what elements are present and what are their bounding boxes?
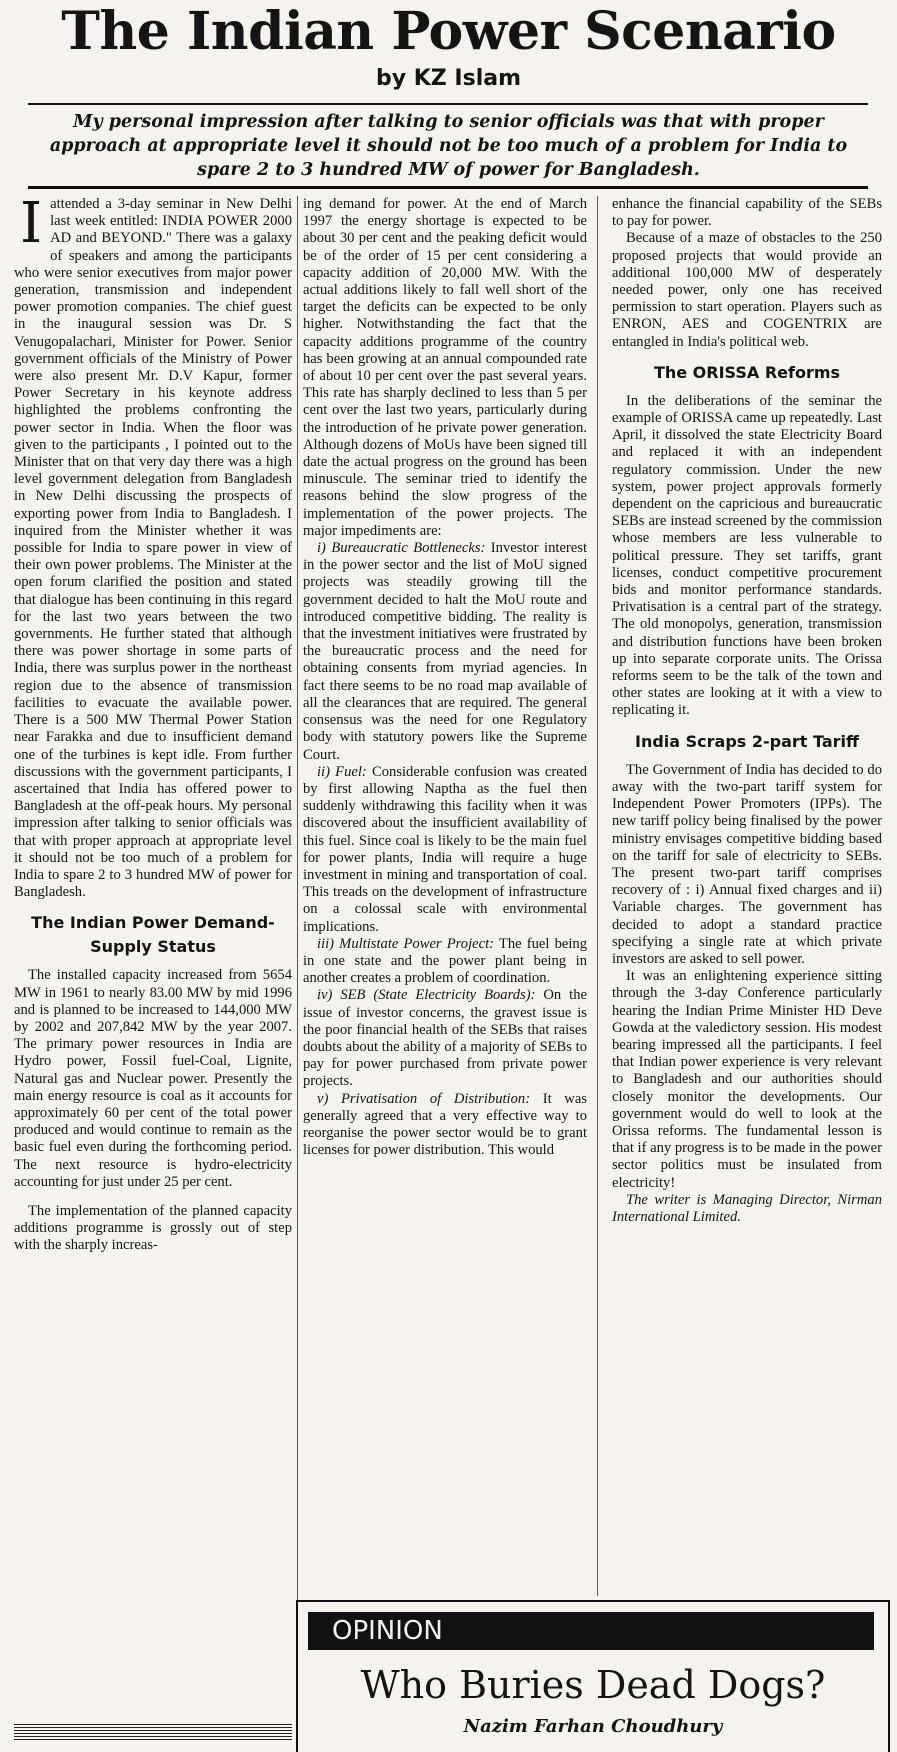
impediment-ii (303, 764, 587, 936)
conclusion-paragraph: It was an enlightening experience sitting through the 3-day Conference particularly hearing the Indian Prime Minister HD Deve Gowda at the valedictory session. His modest bearing impressed all the participants. I feel that Indian power experience is very relevant to Bangladesh and our authorities should closely monitor the developments. Our government would do well to look at the Orissa reforms. The fundamental lesson is that if any progress is to be made in the power sector politics must be insulated from electricity! (612, 968, 882, 1191)
continued-paragraph: ing demand for power. At the end of March 1997 the energy shortage is expected to be about 30 per cent and the peaking deficit would be of the order of 15 per cent considering a capacity addition of 20,000 MW. With the actual additions likely to fall well short of the target the deficits can be expected to be only higher. Notwithstanding the fact that the capacity additions programme of the country has been growing at an annual compounded rate of about 10 per cent over the past several years. This rate has sharply declined to less than 5 per cent over the last two years, particularly during the introduction of he private power generation. Although dozens of MoUs have been signed till date the actual progress on the ground has been minuscule. The seminar tried to identify the reasons behind the slow progress of the implementation of the power projects. The major impediments are: (303, 196, 587, 539)
tariff-paragraph: The Government of India has decided to do away with the two-part tariff system for Independent Power Promoters (IPPs). The new tariff policy being finalised by the power ministry envisages competitive bidding based on the tariff for sale of electricity to SEBs. The present two-part tariff comprises recovery of : i) Annual fixed charges and ii) Variable charges. The government has decided to adopt a standard practice specifying a single rate at which private investors are asked to sell power. (612, 761, 882, 967)
impediment-ii-label: ii) Fuel: (317, 763, 367, 780)
impediment-v-label: v) Privatisation of Distribution: (317, 1090, 531, 1107)
impediment-iii-label: iii) Multistate Power Project: (317, 935, 495, 952)
author-note: The writer is Managing Director, Nirman International Limited. (612, 1191, 882, 1225)
article-deck: My personal impression after talking to senior officials was that with proper approach at appropriate level it should not be too much of a problem for India to spare 2 to 3 hundred MW of power for Bangladesh. (49, 112, 848, 180)
impediment-v-text: It was generally agreed that a very effective way to reorganise the power sector would be to grant licenses for power distribution. This would (303, 1090, 587, 1159)
subhead-orissa-reforms: The ORISSA Reforms (653, 362, 841, 382)
paragraph-gap (14, 1191, 292, 1203)
implementation-paragraph: The implementation of the planned capacity additions programme is grossly out of step with the sharply increas- (14, 1202, 292, 1254)
column-divider-1 (297, 196, 298, 1736)
subhead-demand-supply: The Indian Power Demand-Supply Status (31, 913, 275, 957)
impediment-i-label: i) Bureaucratic Bottlenecks: (317, 540, 486, 557)
impediment-iv-label: iv) SEB (State Electricity Boards): (317, 987, 536, 1004)
article-column-1 (14, 191, 292, 1255)
col3-continued-paragraph: enhance the financial capability of the SEBs to pay for power. (612, 196, 882, 230)
intro-paragraph (14, 191, 292, 901)
impediment-iv-text: On the issue of investor concerns, the gravest issue is the poor financial health of the SEBs that raises doubts about the ability of a majority of SEBs to pay for power purchased from private power projects. (303, 987, 587, 1090)
orissa-paragraph: In the deliberations of the seminar the example of ORISSA came up repeatedly. Last April, it dissolved the state Electricity Board and replaced it with an independent regulatory commission. Under the new system, power project approvals formerly dependent on the capricious and bureaucratic SEBs are instead screened by the commission whose members are less vulnerable to political pressure. They set tariffs, grant licenses, conduct competitive procurement bids and monitor performance standards. Privatisation is a central part of the strategy. The old monopolys, generation, transmission and distribution functions have been broken up into separate corporate units. The Orissa reforms seem to be the talk of the town and other states are looking at it with a view to replicating it. (612, 392, 882, 719)
drop-cap: I (20, 191, 43, 256)
demand-supply-paragraph: The installed capacity increased from 5654 MW in 1961 to nearly 83.00 MW by mid 1996 and is planned to be increased to 144,000 MW by 2002 and 207,842 MW by the year 2007. The primary power resources in India are Hydro power, Fossil fuel-Coal, Lignite, Natural gas and Nuclear power. Presently the main energy resource is coal as it accounts for approximately 60 per cent of the total power produced and would continue to remain as the basic fuel even during the forthcoming period. The next resource is hydro-electricity accounting for just under 25 per cent. (14, 967, 292, 1190)
obstacles-paragraph: Because of a maze of obstacles to the 250 proposed projects that would provide an additional 100,000 MW of desperately needed power, only one has received permission to start operation. Players such as ENRON, AES and COGENTRIX are entangled in India's political web. (612, 230, 882, 350)
bottom-hatch-rule (14, 1722, 292, 1740)
article-column-3 (612, 196, 882, 1226)
impediment-v (303, 1091, 587, 1160)
subhead-tariff: India Scraps 2-part Tariff (634, 731, 859, 751)
opinion-label: OPINION (308, 1612, 874, 1650)
impediment-i (303, 540, 587, 764)
opinion-title: Who Buries Dead Dogs? (360, 1663, 826, 1707)
opinion-teaser-box (296, 1600, 890, 1752)
deck-bottom-rule (28, 186, 868, 189)
impediment-iii-text: The fuel being in one state and the power plant being in another creates a problem of coordination. (303, 935, 588, 987)
article-byline: by KZ Islam (376, 66, 521, 91)
impediment-iv (303, 987, 587, 1090)
impediment-iii (303, 936, 587, 988)
opinion-author: Nazim Farhan Choudhury (463, 1716, 723, 1737)
article-column-2 (303, 196, 587, 1159)
intro-text: attended a 3-day seminar in New Delhi last week entitled: INDIA POWER 2000 AD and BEYOND." There was a galaxy of speakers and among the participants who were senior executives from major power generation, transmission and independent power promotion companies. The chief guest in the inaugural session was Dr. S Venugopalachari, Minister for Power. Senior government officials of the Ministry of Power were also present Mr. D.V Kapur, former Power Secretary in his keynote address highlighted the problems confronting the power sector in India. When the floor was given to the participants , I pointed out to the Minister that on that very day there was a high level government delegation from Bangladesh in New Delhi discussing the prospects of exporting power from India to Bangladesh. I inquired from the Minister whether it was possible for India to spare power in view of their own power problems. The Minister at the open forum clarified the position and stated that dialogue has been continuing in this regard for the last two years between the two governments. He further stated that although there was power shortage in some parts of India, there was surplus power in the northeast region due to the absence of transmission facilities to evacuate the available power. There is a 500 MW Thermal Power Station near Farakka and due to insufficient demand one of the turbines is kept idle. From further discussions with the government participants, I ascertained that India has offered power to Bangladesh at the off-peak hours. My personal impression after talking to senior officials was that with proper approach at appropriate level it should not be too much of a problem for India to spare 2 to 3 hundred MW of power for Bangladesh. (14, 196, 292, 901)
impediment-ii-text: Considerable confusion was created by first allowing Naptha as the fuel then suddenly withdrawing this facility when it was discovered about the insufficient availability of this fuel. Since coal is likely to be the main fuel for power plants, India will require a huge investment in mining and transportation of coal. This treads on the development of infrastructure on a colossal scale with environmental implications. (303, 763, 587, 935)
article-headline: The Indian Power Scenario (61, 1, 836, 62)
deck-top-rule (28, 103, 868, 105)
impediment-i-text: Investor interest in the power sector and the list of MoU signed projects was steadily growing till the government decided to halt the MoU route and introduced competitive bidding. The reality is that the investment initiatives were frustrated by the bureaucratic process and the need for obtaining consents from myriad agencies. In fact there seems to be no road map available of all the clearances that are required. The general consensus was the need for one Regulatory body with statutory powers like the Supreme Court. (303, 540, 587, 763)
column-divider-2 (597, 196, 598, 1596)
